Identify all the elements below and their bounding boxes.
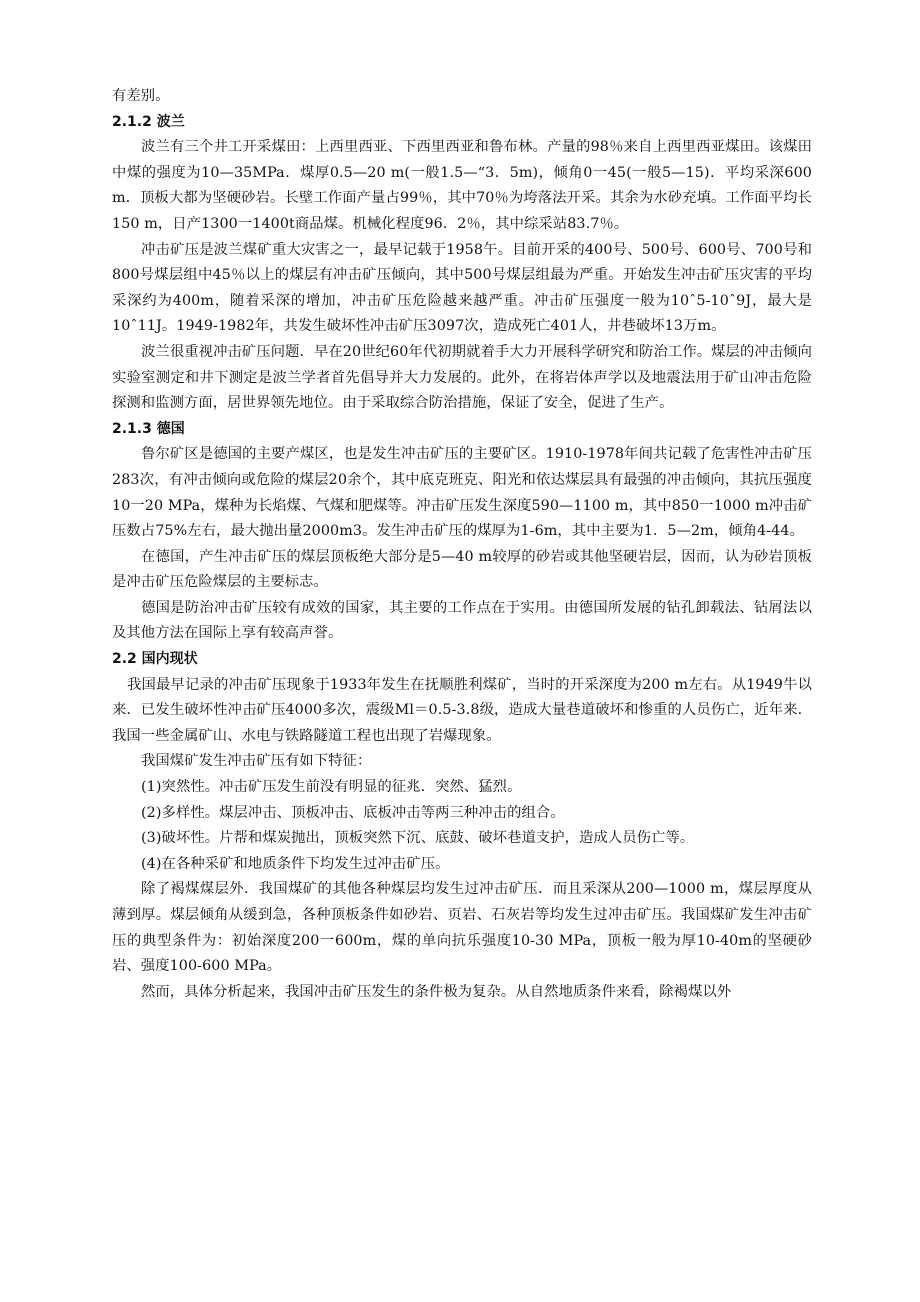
- paragraph-continuation: 有差别。: [112, 88, 170, 104]
- list-item-destructiveness: (3)破坏性。片帮和煤炭抛出，顶板突然下沉、底鼓、破坏巷道支护，造成人员伤亡等。: [141, 830, 695, 847]
- paragraph-china-complexity: 然而，具体分析起来，我国冲击矿压发生的条件极为复杂。从自然地质条件来看，除褐煤以外: [141, 983, 732, 1000]
- paragraph-poland-research: 波兰很重视冲击矿压问题．早在20世纪60年代初期就着手大力开展科学研究和防治工作。煤层的冲击倾向实验室测定和井下测定是波兰学者首先倡导并大力发展的。此外，在将岩体声学以及地震法用于矿山冲击危险探测和监测方面，居世界领先地位。由于采取综合防治措施，保证了安全，促进了生产。: [112, 343, 812, 412]
- section-heading-2-1-3: 2.1.3 德国: [112, 420, 185, 437]
- list-item-diversity: (2)多样性。煤层冲击、顶板冲击、底板冲击等两三种冲击的组合。: [141, 804, 565, 821]
- paragraph-poland-rockburst: 冲击矿压是波兰煤矿重大灾害之一，最早记载于1958午。目前开采的400号、500号、600号、700号和800号煤层组中45％以上的煤层有冲击矿压倾向，其中500号煤层组最为严重。开始发生冲击矿压灾害的平均采深约为400m，随着采深的增加，冲击矿压危险越来越严重。冲击矿压强度一般为10ˆ5-10ˆ9J，最大是10ˆ11J。1949-1982年，共发生破坏性冲击矿压3097次，造成死亡401人，井巷破坏13万m。: [112, 241, 812, 335]
- section-heading-2-1-2: 2.1.2 波兰: [112, 113, 185, 130]
- document-body: [112, 84, 812, 1005]
- paragraph-china-history: 我国最早记录的冲击矿压现象于1933年发生在抚顺胜利煤矿，当时的开采深度为200 m左右。从1949牛以来．已发生破坏性冲击矿压4000多次，震级Ml＝0.5-3.8级，造成大量巷道破坏和惨重的人员伤亡，近年来．我国一些金属矿山、水电与铁路隧道工程也出现了岩爆现象。: [112, 676, 812, 744]
- list-item-conditions: (4)在各种采矿和地质条件下均发生过冲击矿压。: [141, 855, 450, 872]
- paragraph-china-conditions: 除了褐煤煤层外．我国煤矿的其他各种煤层均发生过冲击矿压．而且采深从200—1000 m，煤层厚度从薄到厚。煤层倾角从缓到急，各种顶板条件如砂岩、页岩、石灰岩等均发生过冲击矿压。我国煤矿发生冲击矿压的典型条件为：初始深度200一600m，煤的单向抗乐强度10-30 MPa，顶板一般为厚10-40m的坚硬砂岩、强度100-600 MPa。: [112, 881, 812, 975]
- list-item-suddenness: (1)突然性。冲击矿压发生前没有明显的征兆．突然、猛烈。: [141, 779, 522, 796]
- paragraph-germany-roof: 在德国，产生冲击矿压的煤层顶板绝大部分是5—40 m较厚的砂岩或其他坚硬岩层，因而，认为砂岩顶板是冲击矿压危险煤层的主要标志。: [112, 548, 812, 591]
- paragraph-china-features-intro: 我国煤矿发生冲击矿压有如下特征：: [141, 753, 372, 770]
- paragraph-germany-ruhr: 鲁尔矿区是德国的主要产煤区，也是发生冲击矿压的主要矿区。1910-1978年间共记载了危害性冲击矿压283次，有冲击倾向或危险的煤层20余个，其中底克班克、阳光和依达煤层具有最强的冲击倾向，其抗压强度10一20 MPa，煤种为长焰煤、气煤和肥煤等。冲击矿压发生深度590—1100 m，其中850一1000 m冲击矿压数占75%左右，最大抛出量2000m3。发生冲击矿压的煤厚为1-6m，其中主要为1．5—2m，倾角4-44。: [112, 446, 812, 540]
- paragraph-germany-methods: 德国是防治冲击矿压较有成效的国家，其主要的工作点在于实用。由德国所发展的钻孔卸载法、钻屑法以及其他方法在国际上享有较高声誉。: [112, 599, 812, 642]
- paragraph-poland-coalfields: 波兰有三个井工开采煤田：上西里西亚、下西里西亚和鲁布林。产量的98％来自上西里西亚煤田。该煤田中煤的强度为10—35MPa．煤厚0.5—20 m(一般1.5—“3．5m)，倾角0一45(一般5—15)．平均采深600 m．顶板大都为坚硬砂岩。长壁工作面产量占99％，其中70％为垮落法开采。其余为水砂充填。工作面平均长150 m，日产1300一1400t商品煤。机械化程度96．2％，其中综采站83.7％。: [112, 139, 812, 232]
- section-heading-2-2: 2.2 国内现状: [112, 651, 198, 668]
